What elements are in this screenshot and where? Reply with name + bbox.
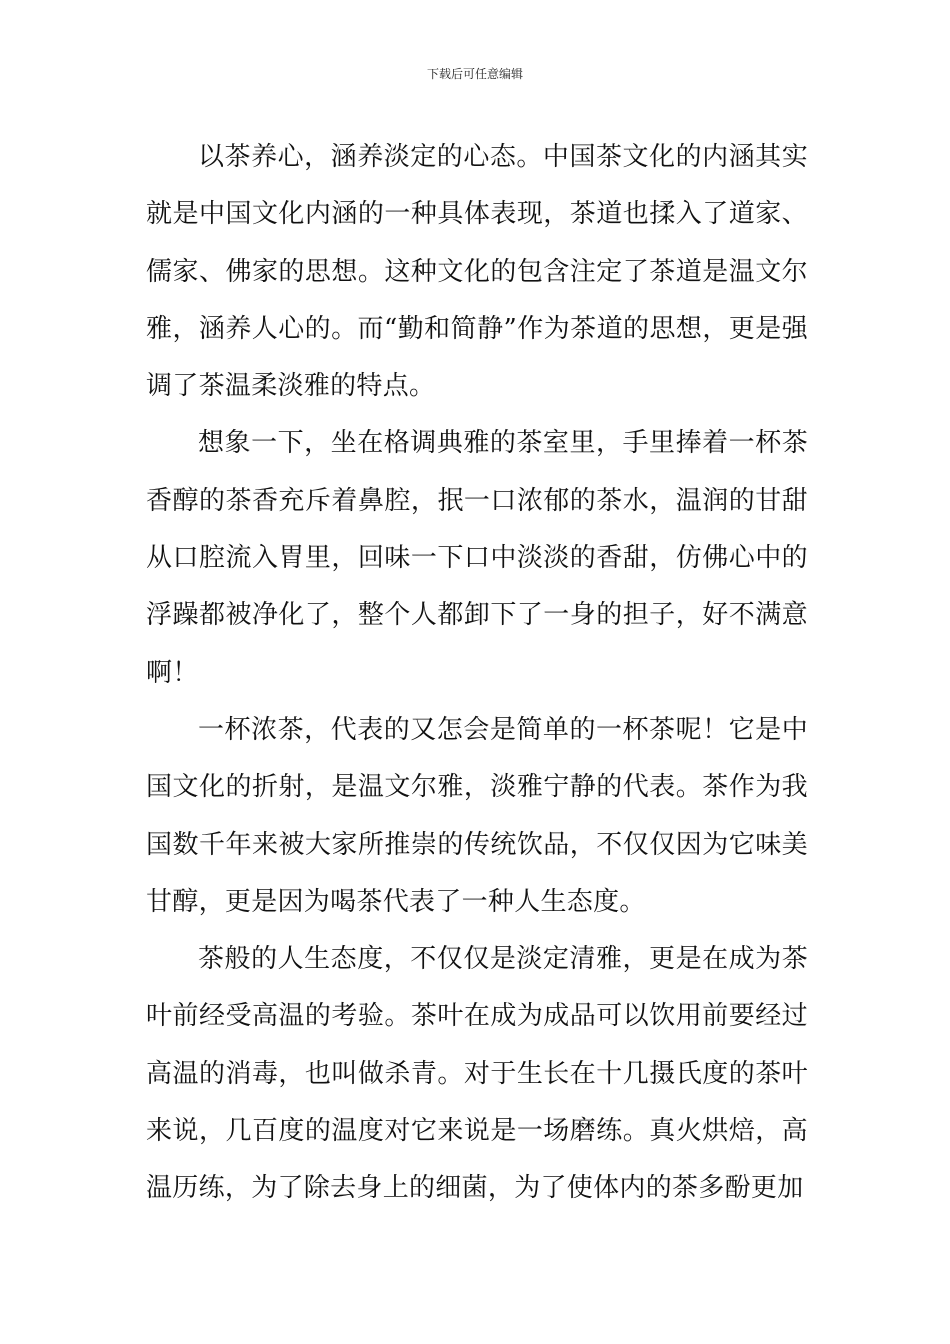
document-body bbox=[146, 129, 808, 1218]
page-header: 下载后可任意编辑 bbox=[426, 67, 523, 81]
paragraph-2: 想象一下，坐在格调典雅的茶室里，手里捧着一杯茶香醇的茶香充斥着鼻腔，抿一口浓郁的茶水，温润的甘甜从口腔流入胃里，回味一下口中淡淡的香甜，仿佛心中的浮躁都被净化了，整个人都卸下了一身的担子，好不满意啊！ bbox=[146, 428, 808, 688]
paragraph-1: 以茶养心，涵养淡定的心态。中国茶文化的内涵其实就是中国文化内涵的一种具体表现，茶道也揉入了道家、儒家、佛家的思想。这种文化的包含注定了茶道是温文尔雅，涵养人心的。而“勤和简静”作为茶道的思想，更是强调了茶温柔淡雅的特点。 bbox=[146, 142, 808, 402]
paragraph-3: 一杯浓茶，代表的又怎会是简单的一杯茶呢！它是中国文化的折射，是温文尔雅，淡雅宁静的代表。茶作为我国数千年来被大家所推崇的传统饮品，不仅仅因为它味美甘醇，更是因为喝茶代表了一种人生态度。 bbox=[146, 714, 808, 917]
paragraph-4: 茶般的人生态度，不仅仅是淡定清雅，更是在成为茶叶前经受高温的考验。茶叶在成为成品可以饮用前要经过高温的消毒，也叫做杀青。对于生长在十几摄氏度的茶叶来说，几百度的温度对它来说是一场磨练。真火烘焙，高温历练，为了除去身上的细菌，为了使体内的茶多酚更加 bbox=[146, 944, 808, 1204]
